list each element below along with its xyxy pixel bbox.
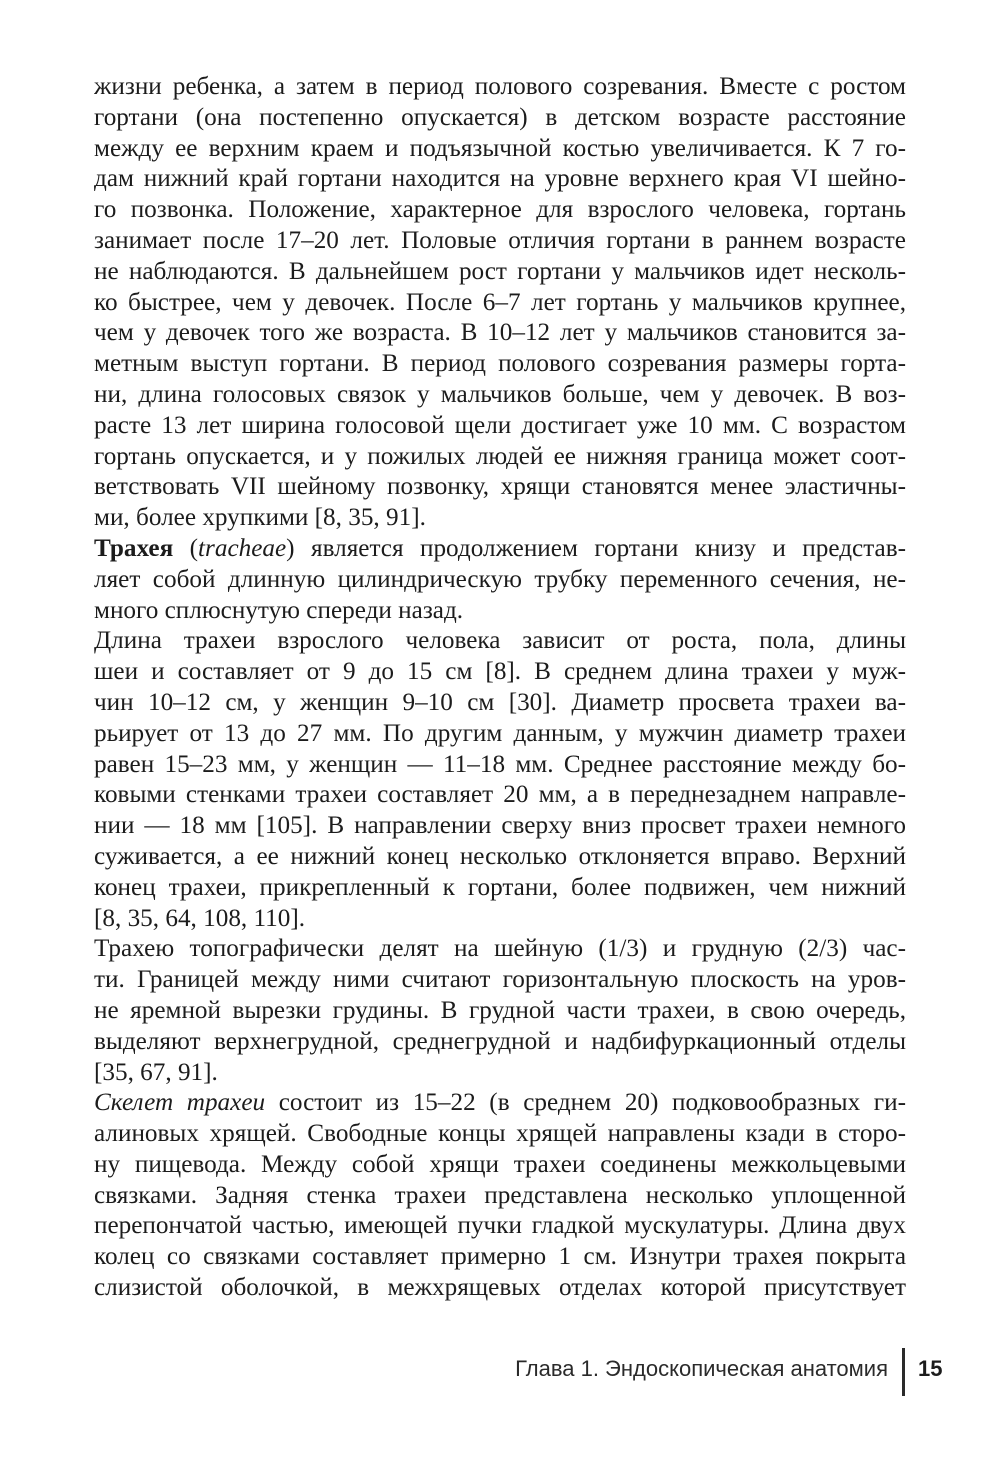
text-line: не яремной вырезки грудины. В грудной части трахеи, в свою очередь, [94, 996, 906, 1024]
line-rest: является продолжением гортани книзу и представ- [294, 534, 906, 562]
text-line: суживается, а ее нижний конец несколько отклоняется вправо. Верхний [94, 842, 906, 870]
paragraph-trachea-topography [94, 934, 906, 1088]
text-line: много сплюснутую спереди назад. [94, 596, 464, 624]
paragraph-trachea-dimensions [94, 626, 906, 934]
text-line: метным выступ гортани. В период полового созревания размеры горта- [94, 350, 906, 378]
italic-lead: Скелет трахеи [94, 1089, 266, 1117]
text-line: ветствовать VII шейному позвонку, хрящи становятся менее эластичны- [94, 473, 906, 501]
text-line: чем у девочек того же возраста. В 10–12 лет у мальчиков становится за- [94, 319, 906, 347]
text-line: равен 15–23 мм, у женщин — 11–18 мм. Среднее расстояние между бо- [94, 750, 906, 778]
text-line: слизистой оболочкой, в межхрящевых отделах которой присутствует [94, 1274, 906, 1302]
text-line [94, 534, 906, 565]
text-line: ляет собой длинную цилиндрическую трубку переменного сечения, не- [94, 565, 906, 593]
chapter-title: Глава 1. Эндоскопическая анатомия [515, 1356, 888, 1381]
text-line: ко быстрее, чем у девочек. После 6–7 лет гортань у мальчиков крупнее, [94, 288, 906, 316]
text-line: го позвонка. Положение, характерное для взрослого человека, гортань [94, 196, 906, 224]
latin-term: tracheae [198, 534, 287, 562]
text-line: алиновых хрящей. Свободные концы хрящей направлены кзади в сторо- [94, 1120, 906, 1148]
text-line: чин 10–12 см, у женщин 9–10 см [30]. Диаметр просвета трахеи ва- [94, 688, 906, 716]
page-footer [0, 1348, 1000, 1396]
text-line: не наблюдаются. В дальнейшем рост гортани у мальчиков идет несколь- [94, 257, 906, 285]
line-rest: состоит из 15–22 (в среднем 20) подковообразных ги- [265, 1089, 906, 1117]
footer-divider [902, 1348, 905, 1396]
text-line: конец трахеи, прикрепленный к гортани, более подвижен, чем нижний [94, 873, 906, 901]
text-line: [35, 67, 91]. [94, 1058, 218, 1086]
text-line: ни, длина голосовых связок у мальчиков больше, чем у девочек. В воз- [94, 380, 906, 408]
text-line: нии — 18 мм [105]. В направлении сверху вниз просвет трахеи немного [94, 812, 906, 840]
text-line: ти. Границей между ними считают горизонтальную плоскость на уров- [94, 966, 906, 994]
text-line: шеи и составляет от 9 до 15 см [8]. В среднем длина трахеи у муж- [94, 658, 906, 686]
text-line: связками. Задняя стенка трахеи представлена несколько уплощенной [94, 1181, 906, 1209]
text-line: дам нижний край гортани находится на уровне верхнего края VI шейно- [94, 165, 906, 193]
text-line: расте 13 лет ширина голосовой щели достигает уже 10 мм. С возрастом [94, 411, 906, 439]
text-line: рьирует от 13 до 27 мм. По другим данным, у мужчин диаметр трахеи [94, 719, 906, 747]
body-text [94, 72, 906, 1304]
text-line: жизни ребенка, а затем в период полового созревания. Вместе с ростом [94, 73, 906, 100]
page-number: 15 [918, 1356, 943, 1381]
text-line: Трахею топографически делят на шейную (1/3) и грудную (2/3) час- [94, 935, 906, 963]
text-line [94, 1088, 906, 1119]
paragraph-trachea-definition [94, 534, 906, 626]
text-line: перепончатой частью, имеющей пучки гладкой мускулатуры. Длина двух [94, 1212, 906, 1240]
text-line: гортань опускается, и у пожилых людей ее нижняя граница может соот- [94, 442, 906, 470]
text-line: выделяют верхнегрудной, среднегрудной и надбифуркационный отделы [94, 1027, 906, 1055]
text-line: ковыми стенками трахеи составляет 20 мм, а в переднезаднем направле- [94, 781, 906, 809]
text-line: между ее верхним краем и подъязычной костью увеличивается. К 7 го- [94, 134, 906, 162]
text-line: гортани (она постепенно опускается) в детском возрасте расстояние [94, 103, 906, 131]
text-line: ну пищевода. Между собой хрящи трахеи соединены межкольцевыми [94, 1150, 906, 1178]
text-line: занимает после 17–20 лет. Половые отличия гортани в раннем возрасте [94, 226, 906, 254]
paragraph-larynx-development [94, 72, 906, 534]
latin-open: ( [173, 534, 199, 562]
paragraph-trachea-skeleton [94, 1088, 906, 1304]
latin-close: ) [286, 534, 295, 562]
text-line: Длина трахеи взрослого человека зависит от роста, пола, длины [94, 627, 906, 655]
text-line: колец со связками составляет примерно 1 см. Изнутри трахея покрыта [94, 1243, 906, 1271]
text-line: [8, 35, 64, 108, 110]. [94, 904, 306, 932]
text-line: ми, более хрупкими [8, 35, 91]. [94, 504, 426, 532]
term-trachea: Трахея [94, 534, 174, 562]
